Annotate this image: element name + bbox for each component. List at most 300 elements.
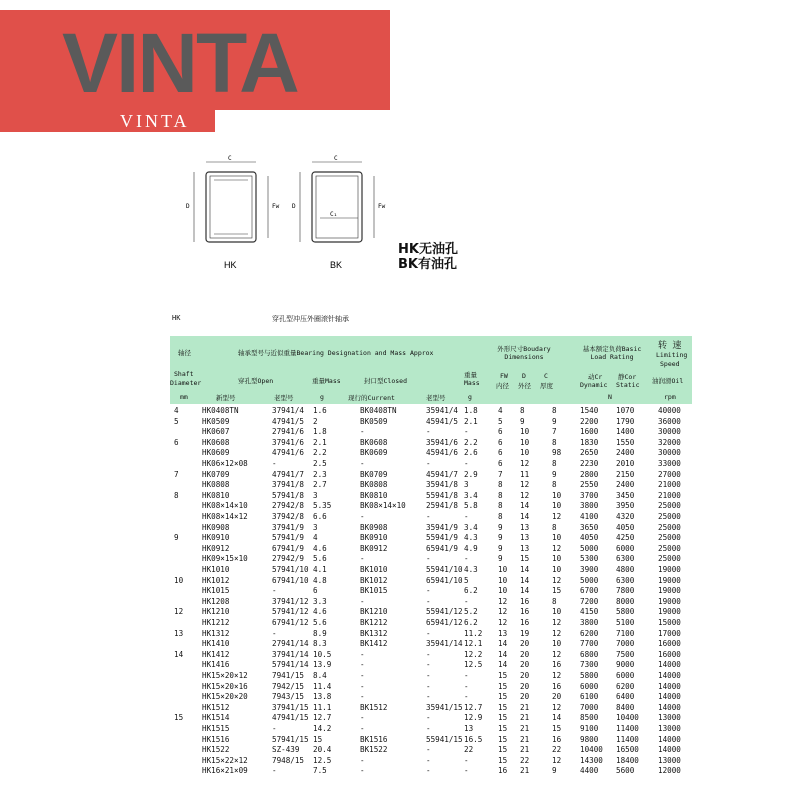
cell-closed-old: - xyxy=(426,628,431,638)
cell-fw: 15 xyxy=(498,745,508,755)
cell-c: 12 xyxy=(552,575,562,585)
cell-c: 8 xyxy=(552,480,557,490)
cell-dynamic: 1540 xyxy=(580,406,599,415)
cell-current: - xyxy=(360,596,365,606)
cell-mass: 11.1 xyxy=(313,702,332,712)
cell-mass: 13.8 xyxy=(313,692,332,702)
cell-static: 6400 xyxy=(616,692,635,702)
cell-dynamic: 4100 xyxy=(580,512,599,521)
cell-current: - xyxy=(360,459,365,468)
cell-mass: 8.4 xyxy=(313,671,327,680)
cell-mass2: 4.3 xyxy=(464,533,478,543)
cell-static: 2010 xyxy=(616,459,635,468)
cell-current: BK1212 xyxy=(360,618,388,627)
cell-static: 1790 xyxy=(616,416,635,426)
cell-mass2: 6.2 xyxy=(464,586,478,596)
cell-speed: 19000 xyxy=(658,596,681,606)
cell-c: 8 xyxy=(552,437,557,447)
cell-new-no: HK0709 xyxy=(202,469,230,479)
cell-current: - xyxy=(360,681,365,691)
dim-c-left: C xyxy=(228,155,232,162)
cell-c: 98 xyxy=(552,448,562,458)
cell-d: 20 xyxy=(520,671,530,680)
cell-dynamic: 4050 xyxy=(580,533,599,543)
cell-old-no: 57941/12 xyxy=(272,607,309,617)
cell-closed-old: - xyxy=(426,427,431,437)
hdr-speed-en2: Speed xyxy=(660,360,680,368)
cell-d: 21 xyxy=(520,702,530,712)
cell-current: - xyxy=(360,713,365,723)
cell-c: 10 xyxy=(552,565,562,574)
cell-dynamic: 14300 xyxy=(580,755,603,765)
cell-speed: 40000 xyxy=(658,406,681,415)
cell-shaft: 13 xyxy=(174,628,184,638)
cell-speed: 17000 xyxy=(658,628,681,638)
cell-c: 8 xyxy=(552,596,557,606)
cell-mass: 20.4 xyxy=(313,745,332,755)
cell-static: 8000 xyxy=(616,596,635,606)
cell-mass2: 5 xyxy=(464,575,469,585)
cell-current: BK1412 xyxy=(360,639,388,649)
cell-closed-old: - xyxy=(426,766,431,776)
cell-d: 10 xyxy=(520,437,530,447)
cell-mass2: 3.4 xyxy=(464,522,478,532)
table-row xyxy=(170,692,692,703)
cell-mass2: 1.8 xyxy=(464,406,478,415)
cell-closed-old: 55941/10 xyxy=(426,565,463,574)
cell-new-no: HK1516 xyxy=(202,734,230,744)
cell-shaft: 9 xyxy=(174,533,179,543)
cell-current: BK1522 xyxy=(360,745,388,755)
cell-static: 16500 xyxy=(616,745,639,755)
logo-wordmark: VINTA xyxy=(62,16,298,110)
cell-mass: 8.3 xyxy=(313,639,327,649)
cell-fw: 16 xyxy=(498,766,508,776)
cell-fw: 8 xyxy=(498,480,503,490)
cell-static: 1550 xyxy=(616,437,635,447)
cell-fw: 6 xyxy=(498,427,503,437)
cell-current: - xyxy=(360,671,365,680)
cell-closed-old: 25941/8 xyxy=(426,501,459,511)
table-row xyxy=(170,438,692,449)
cell-static: 3450 xyxy=(616,490,635,500)
table-title: 穿孔型冲压外圈滚针轴承 xyxy=(272,315,349,323)
cell-dynamic: 3900 xyxy=(580,565,599,574)
cell-fw: 6 xyxy=(498,437,503,447)
cell-dynamic: 7300 xyxy=(580,660,599,670)
cell-speed: 27000 xyxy=(658,469,681,479)
cell-new-no: HK1412 xyxy=(202,649,230,659)
cell-old-no: 37942/8 xyxy=(272,512,305,521)
table-row xyxy=(170,565,692,576)
hdr-shaft-en1: Shaft xyxy=(174,370,194,378)
dim-fw-left: Fw xyxy=(272,203,280,210)
cell-current: BK1516 xyxy=(360,734,388,744)
cell-mass2: - xyxy=(464,755,469,765)
cell-current: - xyxy=(360,660,365,670)
cell-new-no: HK08×14×10 xyxy=(202,501,248,511)
table-row xyxy=(170,406,692,417)
cell-old-no: 57941/9 xyxy=(272,533,305,543)
cell-speed: 15000 xyxy=(658,618,681,627)
cell-closed-old: 45941/6 xyxy=(426,448,459,458)
table-row xyxy=(170,501,692,512)
cell-dynamic: 6200 xyxy=(580,628,599,638)
cell-old-no: 27941/14 xyxy=(272,639,309,649)
cell-closed-old: - xyxy=(426,554,431,564)
cell-mass2: 6.2 xyxy=(464,618,478,627)
table-row xyxy=(170,491,692,502)
cell-closed-old: - xyxy=(426,596,431,606)
cell-shaft: 8 xyxy=(174,490,179,500)
cell-dynamic: 3700 xyxy=(580,490,599,500)
cell-dynamic: 7700 xyxy=(580,639,599,649)
cell-fw: 10 xyxy=(498,575,508,585)
cell-old-no: 27942/9 xyxy=(272,554,305,564)
cell-new-no: HK1012 xyxy=(202,575,230,585)
hdr-closed: 封口型Closed xyxy=(364,377,407,385)
cell-mass: 2.1 xyxy=(313,437,327,447)
hdr-current: 现行的Current xyxy=(348,394,395,402)
cell-current: BK08×14×10 xyxy=(360,501,406,511)
cell-speed: 25000 xyxy=(658,554,681,564)
cell-new-no: HK1512 xyxy=(202,702,230,712)
cell-mass2: 16.5 xyxy=(464,734,483,744)
cell-dynamic: 4150 xyxy=(580,607,599,617)
cell-mass2: - xyxy=(464,596,469,606)
cell-closed-old: 55941/15 xyxy=(426,734,463,744)
cell-speed: 33000 xyxy=(658,459,681,468)
cell-mass: 4.6 xyxy=(313,607,327,617)
cell-static: 6300 xyxy=(616,575,635,585)
cell-old-no: 37941/8 xyxy=(272,480,305,490)
cell-d: 14 xyxy=(520,565,530,574)
cell-closed-old: - xyxy=(426,660,431,670)
cell-dynamic: 4400 xyxy=(580,766,599,776)
hdr-designation: 轴承型号与近似重量Bearing Designation and Mass Approx xyxy=(238,349,434,357)
cell-dynamic: 2200 xyxy=(580,416,599,426)
cell-new-no: HK1208 xyxy=(202,596,230,606)
cell-c: 12 xyxy=(552,543,562,553)
hdr-mass: 重量Mass xyxy=(312,377,341,385)
cell-closed-old: 55941/9 xyxy=(426,533,459,543)
cell-static: 11400 xyxy=(616,724,639,733)
cell-d: 13 xyxy=(520,533,530,543)
hdr-mass2-en: Mass xyxy=(464,379,480,387)
cell-closed-old: 35941/14 xyxy=(426,639,463,649)
cell-d: 21 xyxy=(520,745,530,755)
cell-old-no: 47941/7 xyxy=(272,469,305,479)
cell-d: 12 xyxy=(520,480,530,490)
cell-mass2: 2.6 xyxy=(464,448,478,458)
cell-mass: 5.6 xyxy=(313,618,327,627)
cell-mass2: 3 xyxy=(464,480,469,490)
cell-closed-old: - xyxy=(426,745,431,755)
cell-mass: 3 xyxy=(313,522,318,532)
cell-d: 20 xyxy=(520,692,530,702)
cell-mass: 2.7 xyxy=(313,480,327,490)
hdr-new-no: 新型号 xyxy=(216,394,236,402)
cell-fw: 15 xyxy=(498,755,508,765)
cell-current: - xyxy=(360,755,365,765)
cell-static: 11400 xyxy=(616,734,639,744)
cell-current: BK0908 xyxy=(360,522,388,532)
cell-old-no: 57941/14 xyxy=(272,660,309,670)
cell-old-no: 7941/15 xyxy=(272,671,305,680)
cell-d: 13 xyxy=(520,522,530,532)
table-row xyxy=(170,671,692,682)
hdr-boundary: 外形尺寸Boudary Dimensions xyxy=(497,345,551,361)
cell-closed-old: - xyxy=(426,681,431,691)
cell-mass2: 12.9 xyxy=(464,713,483,723)
hdr-load-unit: N xyxy=(608,393,612,401)
hdr-mass-unit: g xyxy=(320,393,324,401)
cell-c: 12 xyxy=(552,512,562,521)
cell-c: 10 xyxy=(552,639,562,649)
cell-c: 12 xyxy=(552,649,562,659)
hdr-sta-en: Static xyxy=(616,381,640,389)
cell-old-no: 37941/6 xyxy=(272,437,305,447)
cell-closed-old: 35941/6 xyxy=(426,437,459,447)
cell-speed: 12000 xyxy=(658,766,681,776)
cell-dynamic: 7000 xyxy=(580,702,599,712)
cell-closed-old: 55941/12 xyxy=(426,607,463,617)
cell-new-no: HK09×15×10 xyxy=(202,554,248,564)
bk-note: BK有油孔 xyxy=(398,257,457,272)
hdr-dyn-en: Dynamic xyxy=(580,381,608,389)
cell-static: 5600 xyxy=(616,766,635,776)
cell-mass: 13.9 xyxy=(313,660,332,670)
cell-speed: 14000 xyxy=(658,702,681,712)
cell-speed: 25000 xyxy=(658,512,681,521)
cell-old-no: 67941/12 xyxy=(272,618,309,627)
cell-current: - xyxy=(360,649,365,659)
cell-old-no: 7943/15 xyxy=(272,692,305,702)
cell-current: BK1512 xyxy=(360,702,388,712)
cell-dynamic: 5800 xyxy=(580,671,599,680)
cell-d: 10 xyxy=(520,427,530,437)
cell-current: - xyxy=(360,692,365,702)
cell-old-no: 27942/8 xyxy=(272,501,305,511)
cell-mass: 1.8 xyxy=(313,427,327,437)
cell-static: 6000 xyxy=(616,671,635,680)
cell-dynamic: 6700 xyxy=(580,586,599,596)
cell-closed-old: - xyxy=(426,512,431,521)
cell-closed-old: - xyxy=(426,649,431,659)
cell-mass: 3 xyxy=(313,490,318,500)
cell-closed-old: 65941/12 xyxy=(426,618,463,627)
table-row xyxy=(170,480,692,491)
cell-d: 21 xyxy=(520,713,530,723)
cell-dynamic: 1600 xyxy=(580,427,599,437)
cell-closed-old: 65941/9 xyxy=(426,543,459,553)
cell-mass: 4.6 xyxy=(313,543,327,553)
cell-mass: 4 xyxy=(313,533,318,543)
dim-d-right: D xyxy=(292,203,296,210)
cell-mass2: 4.3 xyxy=(464,565,478,574)
cell-mass: 7.5 xyxy=(313,766,327,776)
cell-static: 18400 xyxy=(616,755,639,765)
cell-mass: 8.9 xyxy=(313,628,327,638)
cell-old-no: - xyxy=(272,766,277,776)
cell-fw: 4 xyxy=(498,406,503,415)
cell-old-no: 37941/12 xyxy=(272,596,309,606)
cell-d: 16 xyxy=(520,607,530,617)
cell-dynamic: 3800 xyxy=(580,618,599,627)
cell-static: 9000 xyxy=(616,660,635,670)
hdr-fw-cn: 内径 xyxy=(496,382,509,390)
cell-static: 10400 xyxy=(616,713,639,723)
cell-closed-old: - xyxy=(426,671,431,680)
cell-new-no: HK1212 xyxy=(202,618,230,627)
cell-mass: 1.6 xyxy=(313,406,327,415)
cell-current: - xyxy=(360,554,365,564)
cell-c: 16 xyxy=(552,734,562,744)
cell-mass: 4.8 xyxy=(313,575,327,585)
hdr-load: 基本额定负荷Basic Load Rating xyxy=(582,345,642,361)
cell-old-no: - xyxy=(272,586,277,596)
cell-static: 6300 xyxy=(616,554,635,564)
cell-new-no: HK0912 xyxy=(202,543,230,553)
table-row xyxy=(170,470,692,481)
cell-mass2: 5.2 xyxy=(464,607,478,617)
cell-old-no: 37941/4 xyxy=(272,406,305,415)
cell-dynamic: 6000 xyxy=(580,681,599,691)
hdr-d: D xyxy=(522,372,526,380)
cell-speed: 14000 xyxy=(658,692,681,702)
cell-mass2: - xyxy=(464,681,469,691)
cell-dynamic: 5000 xyxy=(580,575,599,585)
table-row xyxy=(170,756,692,767)
cell-mass: 2.2 xyxy=(313,448,327,458)
cell-speed: 32000 xyxy=(658,437,681,447)
table-row xyxy=(170,576,692,587)
cell-new-no: HK1416 xyxy=(202,660,230,670)
cell-closed-old: - xyxy=(426,459,431,468)
cell-new-no: HK1312 xyxy=(202,628,230,638)
cell-c: 12 xyxy=(552,702,562,712)
cell-new-no: HK1010 xyxy=(202,565,230,574)
cell-closed-old: 45941/7 xyxy=(426,469,459,479)
cell-old-no: 37941/9 xyxy=(272,522,305,532)
cell-speed: 19000 xyxy=(658,575,681,585)
cell-closed-old: - xyxy=(426,692,431,702)
cell-closed-old: 55941/8 xyxy=(426,490,459,500)
hk-note: HK无油孔 xyxy=(398,242,458,257)
cell-old-no: 67941/9 xyxy=(272,543,305,553)
cell-d: 20 xyxy=(520,649,530,659)
cell-new-no: HK15×20×12 xyxy=(202,671,248,680)
hdr-shaft-unit: mm xyxy=(180,393,188,401)
cell-mass2: - xyxy=(464,692,469,702)
dim-c-right: C xyxy=(334,155,338,162)
cell-fw: 9 xyxy=(498,533,503,543)
cell-fw: 8 xyxy=(498,501,503,511)
cell-current: - xyxy=(360,427,365,437)
cell-mass2: 12.7 xyxy=(464,702,483,712)
table-row xyxy=(170,724,692,735)
cell-c: 16 xyxy=(552,681,562,691)
cell-fw: 12 xyxy=(498,607,508,617)
cell-closed-old: 45941/5 xyxy=(426,416,459,426)
cell-shaft: 10 xyxy=(174,575,184,585)
cell-d: 14 xyxy=(520,575,530,585)
cell-speed: 21000 xyxy=(658,480,681,490)
cell-dynamic: 5000 xyxy=(580,543,599,553)
cell-closed-old: - xyxy=(426,713,431,723)
cell-d: 12 xyxy=(520,459,530,468)
cell-new-no: HK1515 xyxy=(202,724,230,733)
cell-old-no: 47941/6 xyxy=(272,448,305,458)
cell-mass2: - xyxy=(464,512,469,521)
cell-mass: 15 xyxy=(313,734,323,744)
cell-fw: 5 xyxy=(498,416,503,426)
cell-dynamic: 2230 xyxy=(580,459,599,468)
cell-speed: 14000 xyxy=(658,681,681,691)
cell-d: 19 xyxy=(520,628,530,638)
cell-speed: 19000 xyxy=(658,607,681,617)
cell-static: 7000 xyxy=(616,639,635,649)
hdr-old-no: 老型号 xyxy=(274,394,294,402)
cell-closed-old: - xyxy=(426,724,431,733)
hdr-shaft-en2: Diameter xyxy=(170,379,202,387)
cell-d: 9 xyxy=(520,416,525,426)
cell-mass2: - xyxy=(464,427,469,437)
cell-mass: 14.2 xyxy=(313,724,332,733)
cell-speed: 19000 xyxy=(658,565,681,574)
cell-old-no: 37941/15 xyxy=(272,702,309,712)
cell-current: BK1015 xyxy=(360,586,388,596)
hdr-mass2: 重量 xyxy=(464,371,477,379)
cell-dynamic: 10400 xyxy=(580,745,603,755)
cell-fw: 9 xyxy=(498,522,503,532)
table-row xyxy=(170,544,692,555)
table-row xyxy=(170,629,692,640)
cell-current: - xyxy=(360,766,365,776)
cell-d: 8 xyxy=(520,406,525,415)
hdr-rpm: rpm xyxy=(664,393,676,401)
hdr-speed-cn: 转 速 xyxy=(658,341,682,351)
cell-fw: 14 xyxy=(498,649,508,659)
cell-shaft: 4 xyxy=(174,406,179,415)
cell-fw: 15 xyxy=(498,692,508,702)
cell-new-no: HK15×20×20 xyxy=(202,692,248,702)
cell-c: 22 xyxy=(552,745,562,755)
hdr-oil: 油润滑Oil xyxy=(652,377,684,385)
cell-shaft: 7 xyxy=(174,469,179,479)
cell-c: 12 xyxy=(552,628,562,638)
hdr-speed-en1: Limiting xyxy=(656,351,688,359)
cell-speed: 14000 xyxy=(658,745,681,755)
cell-new-no: HK1015 xyxy=(202,586,230,596)
hk-label: HK xyxy=(224,260,237,270)
cell-shaft: 6 xyxy=(174,437,179,447)
cell-speed: 30000 xyxy=(658,427,681,437)
cell-mass: 12.7 xyxy=(313,713,332,723)
cell-mass2: - xyxy=(464,671,469,680)
cell-shaft: 5 xyxy=(174,416,179,426)
cell-static: 4050 xyxy=(616,522,635,532)
logo-subtitle: VINTA xyxy=(120,111,190,131)
cell-mass: 2.5 xyxy=(313,459,327,468)
cell-mass: 5.35 xyxy=(313,501,332,511)
cell-closed-old: 35941/8 xyxy=(426,480,459,490)
cell-closed-old: 65941/10 xyxy=(426,575,463,585)
cell-old-no: 37941/14 xyxy=(272,649,309,659)
cell-current: BK1010 xyxy=(360,565,388,574)
cell-old-no: - xyxy=(272,628,277,638)
cell-mass: 11.4 xyxy=(313,681,332,691)
